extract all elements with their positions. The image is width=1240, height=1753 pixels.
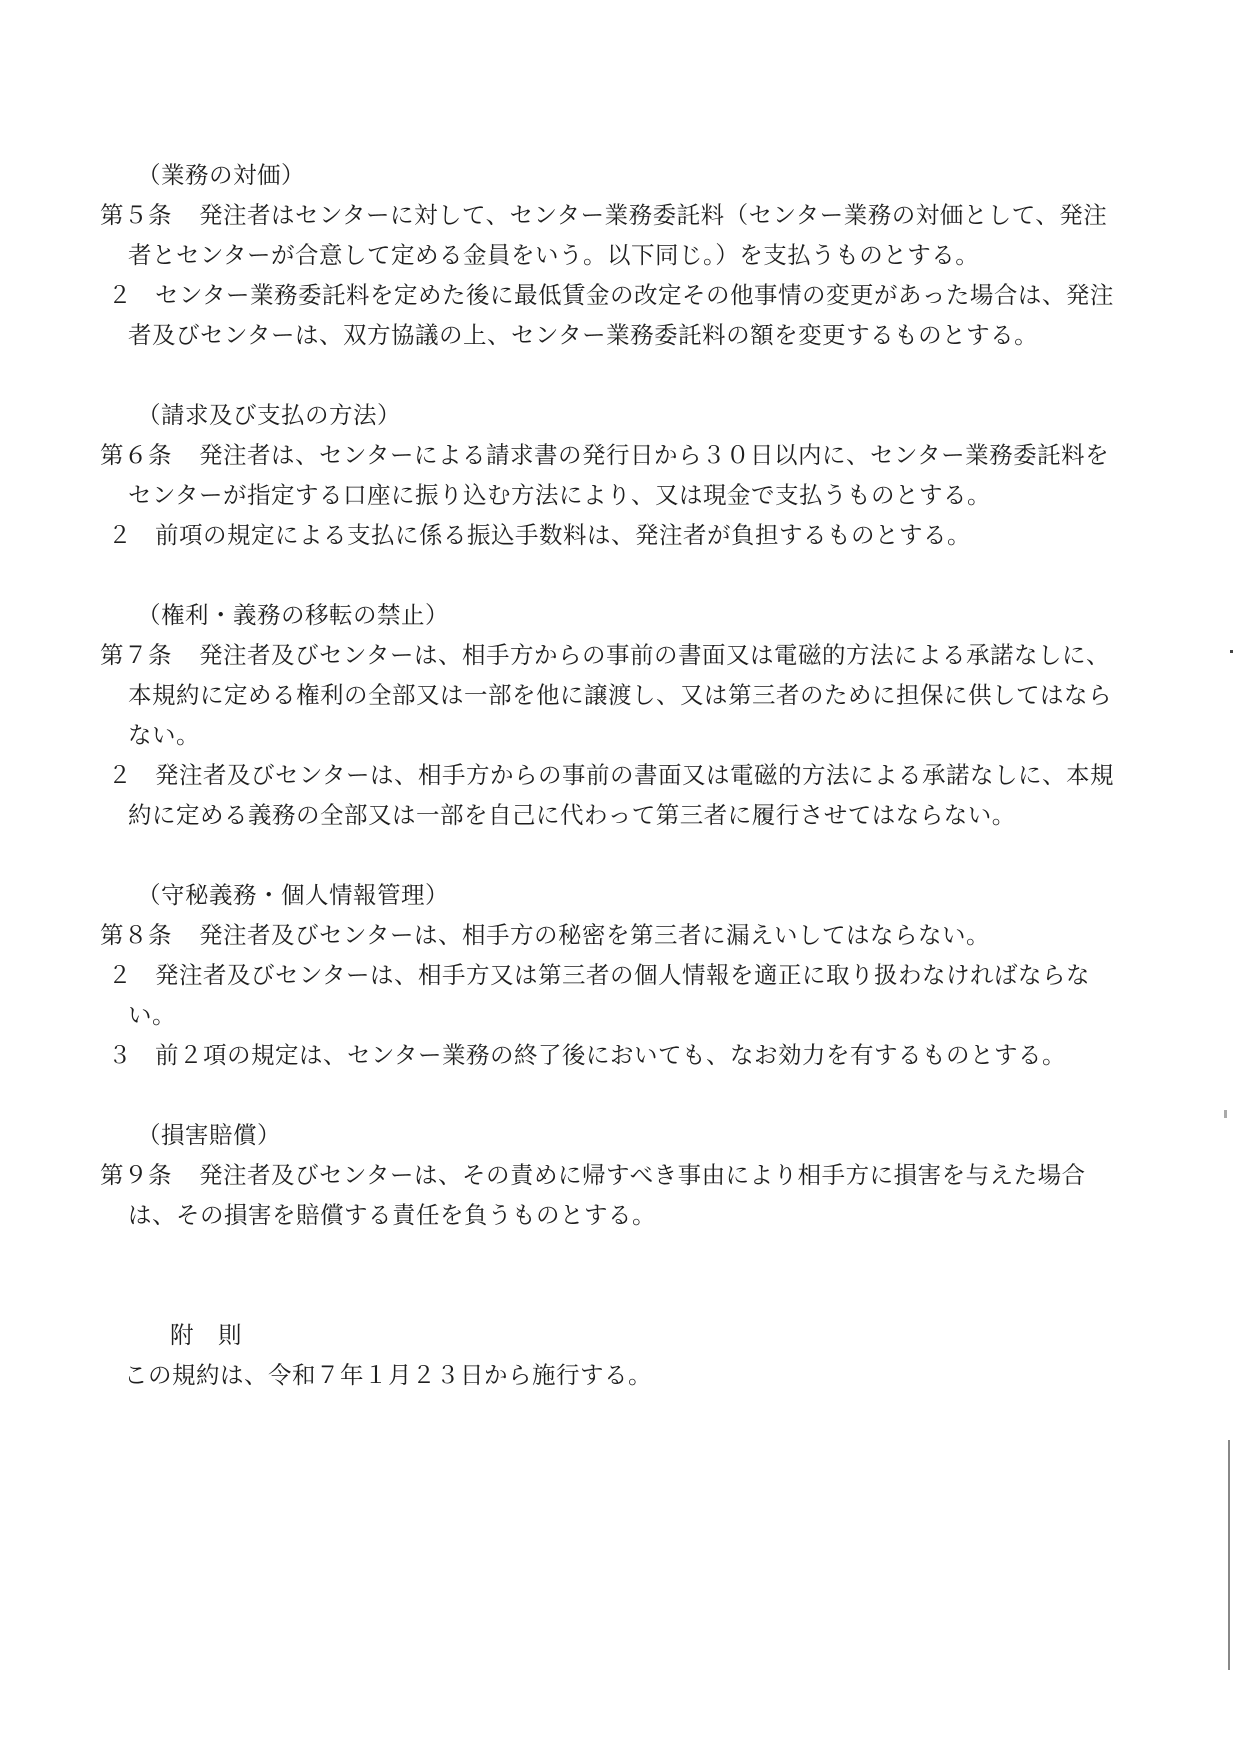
article-paragraph — [100, 955, 1130, 1035]
supplementary-provisions — [100, 1315, 1130, 1395]
paragraph-number: ２ — [108, 281, 132, 309]
scan-artifact — [1228, 1440, 1230, 1670]
article-heading: （守秘義務・個人情報管理） — [137, 881, 449, 909]
article-number: 第８条 — [100, 921, 172, 949]
paragraph-number: ２ — [108, 961, 132, 989]
paragraph-text: 発注者及びセンターは、相手方からの事前の書面又は電磁的方法による承諾なしに、本規約に定める権利の全部又は一部を他に譲渡し、又は第三者のために担保に供してはならない。 — [128, 641, 1112, 749]
supplementary-title: 附 則 — [170, 1321, 242, 1349]
article-number: 第７条 — [100, 641, 172, 669]
article-5 — [100, 155, 1130, 355]
article-paragraph — [100, 915, 1130, 955]
paragraph-text: 前項の規定による支払に係る振込手数料は、発注者が負担するものとする。 — [155, 521, 971, 549]
article-7 — [100, 595, 1130, 835]
regulation-body — [100, 155, 1130, 1395]
article-paragraph — [100, 1155, 1130, 1235]
paragraph-number: ２ — [108, 761, 132, 789]
paragraph-text: センター業務委託料を定めた後に最低賃金の改定その他事情の変更があった場合は、発注者及びセンターは、双方協議の上、センター業務委託料の額を変更するものとする。 — [128, 281, 1114, 349]
article-paragraph — [100, 635, 1130, 755]
article-number: 第９条 — [100, 1161, 172, 1189]
article-9 — [100, 1115, 1130, 1235]
paragraph-number: ２ — [108, 521, 132, 549]
article-heading: （損害賠償） — [137, 1121, 281, 1149]
paragraph-text: 発注者はセンターに対して、センター業務委託料（センター業務の対価として、発注者とセンターが合意して定める金員をいう。以下同じ。）を支払うものとする。 — [128, 201, 1108, 269]
paragraph-text: 発注者及びセンターは、相手方又は第三者の個人情報を適正に取り扱わなければならない。 — [128, 961, 1091, 1029]
supplementary-text: この規約は、令和７年１月２３日から施行する。 — [124, 1361, 652, 1389]
article-paragraph — [100, 755, 1130, 835]
paragraph-text: 発注者及びセンターは、相手方からの事前の書面又は電磁的方法による承諾なしに、本規約に定める義務の全部又は一部を自己に代わって第三者に履行させてはならない。 — [128, 761, 1115, 829]
scan-artifact — [1230, 650, 1233, 653]
article-heading: （権利・義務の移転の禁止） — [137, 601, 449, 629]
article-number: 第５条 — [100, 201, 172, 229]
paragraph-text: 発注者及びセンターは、その責めに帰すべき事由により相手方に損害を与えた場合は、その損害を賠償する責任を負うものとする。 — [128, 1161, 1086, 1229]
scan-artifact — [1224, 1110, 1227, 1118]
article-6 — [100, 395, 1130, 555]
paragraph-text: 前２項の規定は、センター業務の終了後においても、なお効力を有するものとする。 — [155, 1041, 1067, 1069]
article-paragraph — [100, 1035, 1130, 1075]
article-paragraph — [100, 275, 1130, 355]
article-paragraph — [100, 435, 1130, 515]
article-paragraph — [100, 195, 1130, 275]
article-number: 第６条 — [100, 441, 172, 469]
article-heading: （請求及び支払の方法） — [137, 401, 401, 429]
article-paragraph — [100, 515, 1130, 555]
article-8 — [100, 875, 1130, 1075]
paragraph-number: ３ — [108, 1041, 132, 1069]
article-heading: （業務の対価） — [137, 161, 305, 189]
paragraph-text: 発注者は、センターによる請求書の発行日から３０日以内に、センター業務委託料をセンターが指定する口座に振り込む方法により、又は現金で支払うものとする。 — [128, 441, 1110, 509]
paragraph-text: 発注者及びセンターは、相手方の秘密を第三者に漏えいしてはならない。 — [199, 921, 991, 949]
